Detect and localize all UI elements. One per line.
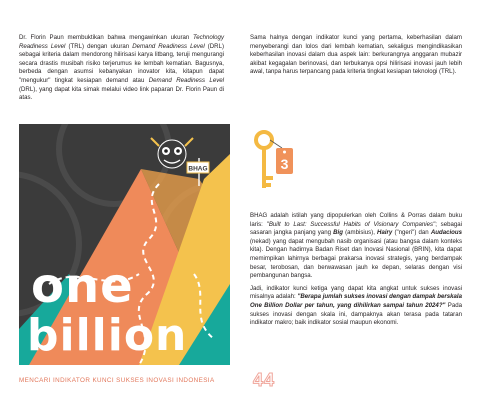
- text-run: Dr. Florin Paun membuktikan bahwa mengawinkan ukuran: [19, 34, 194, 41]
- bottom-right-column: [250, 212, 462, 332]
- word-one: one: [31, 258, 134, 314]
- running-footer: MENCARI INDIKATOR KUNCI SUKSES INOVASI INDONESIA: [19, 377, 215, 384]
- top-right-column: [250, 34, 462, 81]
- text-run: Jadi, indikator kunci ketiga yang dapat kita angkat untuk sukses inovasi misalnya adalah:: [250, 284, 462, 301]
- bold-italic-run: Audacious: [430, 229, 462, 237]
- key-tag-icon: [250, 126, 300, 198]
- tag-hole: [283, 151, 286, 154]
- word-billion: billion: [27, 310, 188, 361]
- text-run: (ambisius),: [342, 229, 378, 237]
- key-tooth-2: [266, 183, 271, 187]
- flag-label: BHAG: [188, 165, 208, 173]
- key-shaft: [262, 146, 266, 188]
- text-run: Pada sukses inovasi dengan skala ini, dampaknya akan terasa pada tataran indikator makro; baik indikator sosial maupun ekonomi.: [250, 301, 462, 327]
- tag-number: 3: [280, 156, 289, 172]
- text-run: (TRL) dengan ukuran: [65, 42, 133, 50]
- italic-run: Demand Readiness Level: [132, 42, 205, 50]
- italic-run: "Built to Last: Successful Habits of Visionary Companies": [266, 220, 436, 228]
- text-run: ; sebagai sasaran jangka panjang yang: [250, 220, 463, 237]
- key-svg: [250, 126, 300, 198]
- text-run: BHAG adalah istilah yang dipopulerkan oleh Collins & Porras dalam buku laris:: [250, 212, 462, 228]
- top-left-column: [19, 34, 224, 107]
- italic-run: Technology Readiness Level: [19, 34, 224, 50]
- bhag-paragraph: [250, 212, 462, 281]
- text-run: (DRL) sebagai kriteria dalam mendorong hilirisasi karya litbang, teruji mengurangi secara drastis musibah risiko terjerumus ke lembah kematian. Bagusnya, berbeda dengan asumsi kebanyakan inovator kita, kitapun dapat "mengukur" tingkat kesiapan demand atau: [19, 42, 225, 84]
- text-run: (DRL), yang dapat kita simak melalui video link paparan Dr. Florin Paun di atas.: [19, 85, 224, 102]
- intro-paragraph: [19, 34, 224, 103]
- text-run: ("ngeri") dan: [392, 229, 431, 237]
- italic-run: Demand Readiness Level: [148, 76, 225, 84]
- one-billion-illustration: [19, 124, 230, 365]
- bold-italic-run: Hairy: [377, 229, 393, 237]
- key-ring: [256, 132, 272, 148]
- key-tooth-1: [266, 176, 273, 180]
- second-indicator-paragraph: Sama halnya dengan indikator kunci yang pertama, keberhasilan dalam menyeberangi dan lolos dari lembah kematian, sekaligus mengindikasikan keberhasilan inovasi dalam dua aspek lain: berkurangnya anggaran mubazir akibat kegagalan berinovasi, dan terbukanya opsi hilirisasi inovasi jauh lebih awal, tanpa harus terpancang pada kriteria tingkat kesiapan teknologi (TRL).: [250, 34, 462, 76]
- page-number: 44: [253, 370, 276, 390]
- bold-italic-run: Big: [333, 229, 343, 237]
- third-indicator-paragraph: [250, 285, 462, 328]
- text-run: (nekad) yang dapat mengubah nasib organisasi (atau bangsa dalam konteks kita). Dengan hadirnya Badan Riset dan Inovasi Nasional (BRIN), kita dapat memimpikan lahirnya berbagai prakarsa inovasi strategis, yang berdampak besar, terobosan, dan berwawasan jauh ke depan, selaras dengan visi pembangunan bangsa.: [250, 237, 462, 280]
- bold-italic-run: "Berapa jumlah sukses inovasi dengan dampak berskala One Billion Dollar per tahun, yang dihilirkan sampai tahun 2024?": [250, 293, 462, 309]
- illustration-svg: [19, 124, 230, 365]
